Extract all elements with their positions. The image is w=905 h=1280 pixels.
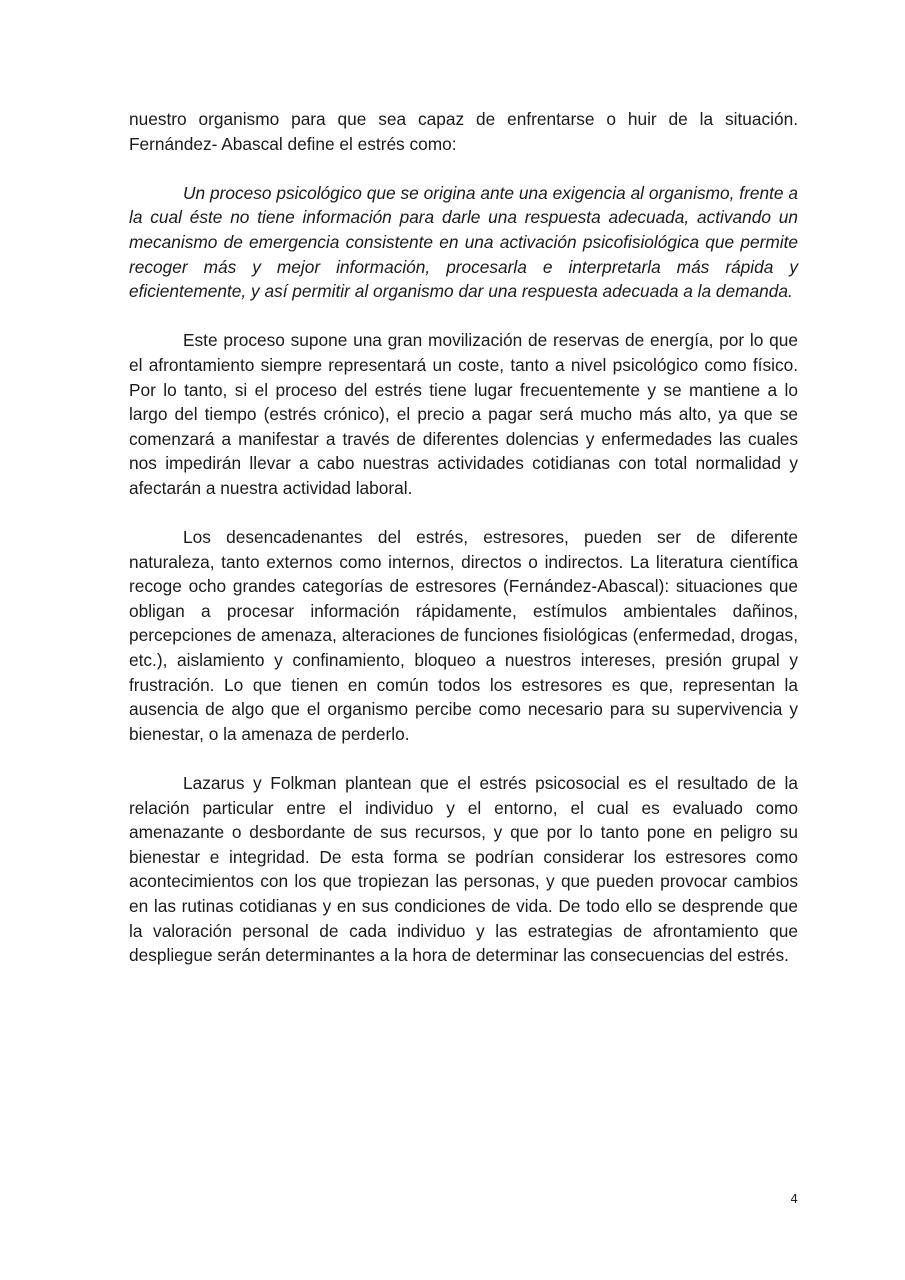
paragraph-lazarus-folkman: Lazarus y Folkman plantean que el estrés psicosocial es el resultado de la relación particular entre el individuo y el entorno, el cual es evaluado como amenazante o desbordante de sus recursos, y que por lo tanto pone en peligro su bienestar e integridad. De esta forma se podrían considerar los estresores como acontecimientos con los que tropiezan las personas, y que pueden provocar cambios en las rutinas cotidianas y en sus condiciones de vida. De todo ello se desprende que la valoración personal de cada individuo y las estrategias de afrontamiento que despliegue serán determinantes a la hora de determinar las consecuencias del estrés. [129, 773, 798, 966]
paragraph-stressors: Los desencadenantes del estrés, estresores, pueden ser de diferente naturaleza, tanto externos como internos, directos o indirectos. La literatura científica recoge ocho grandes categorías de estresores (Fernández-Abascal): situaciones que obligan a procesar información rápidamente, estímulos ambientales dañinos, percepciones de amenaza, alteraciones de funciones fisiológicas (enfermedad, drogas, etc.), aislamiento y confinamiento, bloqueo a nuestros intereses, presión grupal y frustración. Lo que tienen en común todos los estresores es que, representan la ausencia de algo que el organismo percibe como necesario para su supervivencia y bienestar, o la amenaza de perderlo. [129, 527, 798, 744]
block-quote-definition: Un proceso psicológico que se origina ante una exigencia al organismo, frente a la cual éste no tiene información para darle una respuesta adecuada, activando un mecanismo de emergencia consistente en una activación psicofisiológica que permite recoger más y mejor información, procesarla e interpretarla más rápida y eficientemente, y así permitir al organismo dar una respuesta adecuada a la demanda. [129, 182, 798, 302]
page-body [129, 107, 798, 992]
paragraph-energy-mobilization: Este proceso supone una gran movilización de reservas de energía, por lo que el afrontamiento siempre representará un coste, tanto a nivel psicológico como físico. Por lo tanto, si el proceso del estrés tiene lugar frecuentemente y se mantiene a lo largo del tiempo (estrés crónico), el precio a pagar será mucho más alto, ya que se comenzará a manifestar a través de diferentes dolencias y enfermedades las cuales nos impedirán llevar a cabo nuestras actividades cotidianas con total normalidad y afectarán a nuestra actividad laboral. [129, 330, 798, 498]
paragraph-continuation: nuestro organismo para que sea capaz de enfrentarse o huir de la situación. Fernández- Abascal define el estrés como: [129, 109, 798, 154]
page-number: 4 [790, 1192, 798, 1206]
